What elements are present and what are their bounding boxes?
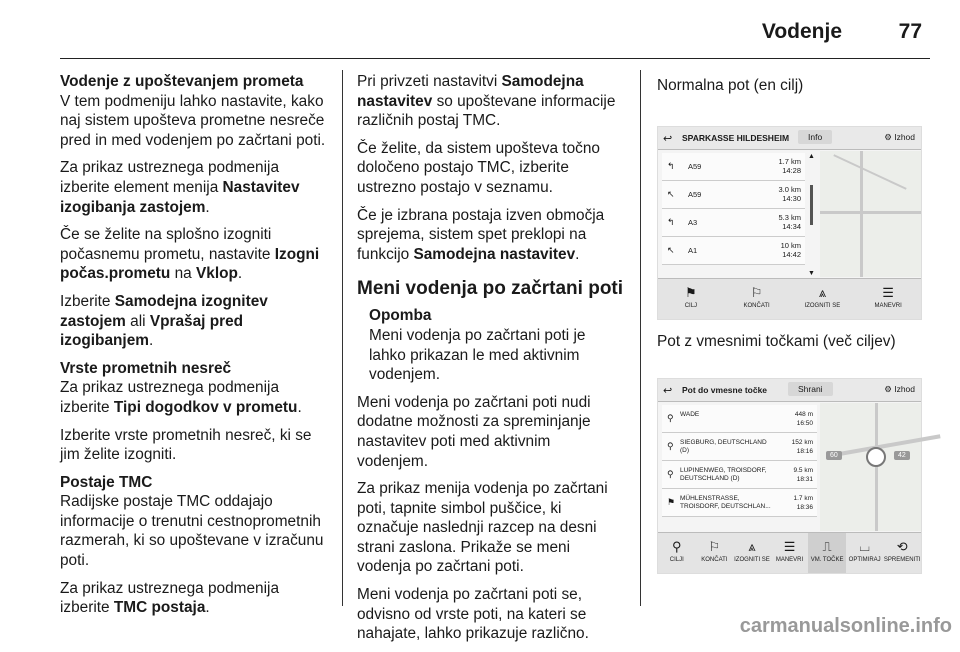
paragraph: Izberite Samodejna izognitev zastojem ali Vprašaj pred izogibanjem.	[60, 292, 268, 350]
change-button[interactable]: ⟲ SPREMENITI	[883, 539, 921, 563]
back-arrow-icon[interactable]: ↩	[663, 133, 673, 145]
back-arrow-icon[interactable]: ↩	[663, 385, 673, 397]
list-item[interactable]: ↰ A59 1.7 km 14:28	[662, 153, 805, 181]
waypoint-icon: ⚲	[667, 441, 674, 451]
save-button[interactable]: Shrani	[788, 382, 833, 396]
bottom-button-bar	[658, 532, 921, 573]
end-guidance-button[interactable]: ⚐ KONČATI	[724, 279, 790, 319]
section-heading: Vodenje z upoštevanjem prometa	[60, 73, 304, 90]
list-icon: ☰	[882, 285, 894, 300]
road-icon: ⩓	[818, 285, 827, 300]
section-heading: Vrste prometnih nesreč	[60, 359, 232, 377]
exit-button[interactable]: ⚙ Izhod	[884, 384, 915, 394]
avoid-button[interactable]: ⩓ IZOGNITI SE	[790, 279, 856, 319]
scroll-thumb[interactable]	[810, 185, 813, 225]
keep-left-icon: ↖	[667, 245, 675, 255]
note-text: Meni vodenja po začrtani poti je lahko prikazan le med aktivnim vodenjem.	[369, 326, 586, 384]
paragraph: Če se želite na splošno izogniti počasnemu prometu, nastavite Izogni počas.prometu na Vklop.	[60, 226, 320, 283]
stop-flag-icon: ⚐	[750, 285, 763, 300]
section-heading: Postaje TMC	[60, 473, 153, 491]
route-guidance-screen-waypoints	[657, 378, 922, 574]
page-number: 77	[898, 20, 922, 43]
list-item[interactable]: ↖ A1 10 km 14:42	[662, 237, 805, 265]
paragraph: Za prikaz ustreznega podmenija izberite element menija Nastavitev izogibanja zastojem.	[60, 159, 300, 216]
turn-right-icon: ↰	[667, 217, 675, 227]
waypoint-icon: ⚲	[667, 469, 674, 479]
optimize-button[interactable]: ⌴ OPTIMIRAJ	[846, 533, 884, 573]
bottom-button-bar	[658, 278, 921, 319]
note-title: Opomba	[369, 307, 432, 325]
maneuvers-button[interactable]: ☰ MANEVRI	[855, 279, 921, 319]
paragraph: Radijske postaje TMC oddajajo informacije o trenutni cestnoprometnih razmerah, ki so upoštevane v izračunu poti.	[60, 493, 324, 570]
destination-icon: ⚑	[667, 497, 676, 507]
route-guidance-screen-single	[657, 126, 922, 320]
paragraph: Meni vodenja po začrtani poti nudi dodatne možnosti za spreminjanje nastavitev poti med aktivnim vodenjem.	[357, 393, 591, 470]
chevron-up-icon: ▲	[808, 153, 815, 160]
screen-title-bar	[658, 127, 921, 150]
road-badge: 42	[894, 451, 910, 460]
position-marker-icon	[866, 447, 886, 467]
gear-icon: ⚙	[884, 384, 895, 394]
route-title: Pot do vmesne točke	[682, 385, 768, 395]
route-icon: ⎍	[822, 539, 832, 554]
map-view[interactable]	[820, 151, 921, 277]
paragraph: Meni vodenja po začrtani poti se, odvisno od vrste poti, na kateri se nahajate, lahko prikazuje različno.	[357, 586, 589, 643]
page-header	[60, 0, 930, 59]
destinations-button[interactable]: ⚲ CILJI	[658, 533, 696, 573]
chevron-down-icon: ▼	[808, 270, 815, 277]
column-divider	[640, 70, 641, 606]
turn-right-icon: ↰	[667, 161, 675, 171]
paragraph: Če je izbrana postaja izven območja sprejema, sistem spet preklopi na funkcijo Samodejna nastavitev.	[357, 206, 605, 263]
paragraph: Za prikaz ustreznega podmenija izberite TMC postaja.	[60, 579, 280, 617]
paragraph: Za prikaz ustreznega podmenija izberite Tipi dogodkov v prometu.	[60, 379, 302, 416]
speed-limit-badge: 60	[826, 451, 842, 460]
column-1	[60, 72, 328, 626]
stop-flag-icon: ⚐	[708, 539, 721, 554]
waypoint-list	[662, 405, 817, 531]
list-item[interactable]: ↰ A3 5.3 km 14:34	[662, 209, 805, 237]
page-title: Vodenje	[761, 20, 842, 43]
destination-button[interactable]: ⚑ CILJ	[658, 279, 724, 319]
paragraph: Če želite, da sistem upošteva točno določeno postajo TMC, izberite ustrezno postajo v seznamu.	[357, 139, 600, 196]
end-guidance-button[interactable]: ⚐ KONČATI	[696, 533, 734, 573]
paragraph: Izberite vrste prometnih nesreč, ki se jim želite izogniti.	[60, 426, 312, 464]
flag-icon: ⚑	[685, 285, 697, 300]
maneuver-list	[662, 153, 805, 277]
scrollbar[interactable]	[808, 153, 816, 277]
note-box	[357, 306, 625, 384]
caption-1: Normalna pot (en cilj)	[657, 77, 804, 94]
list-item[interactable]: ⚲ LUPINENWEG, TROISDORF, DEUTSCHLAND (D) 9.5 km 18:31	[662, 461, 817, 489]
paragraph: Za prikaz menija vodenja po začrtani poti, tapnite simbol puščice, ki označuje naslednji razcep na desni strani zaslona. Prikaže se meni vodenja po začrtani poti.	[357, 480, 608, 576]
list-icon: ☰	[783, 539, 796, 554]
gear-icon: ⚙	[884, 132, 895, 142]
destination-title: SPARKASSE HILDESHEIM	[682, 133, 790, 143]
edit-route-icon: ⟲	[896, 539, 908, 554]
waypoint-icon: ⚲	[667, 413, 674, 423]
screen-title-bar	[658, 379, 921, 402]
paragraph: Pri privzeti nastavitvi Samodejna nastavitev so upoštevane informacije različnih postaj TMC.	[357, 73, 616, 130]
paragraph: V tem podmeniju lahko nastavite, kako naj sistem upošteva prometne nesreče pred in med vodenjem po začrtani poti.	[60, 92, 326, 149]
search-icon: ⚲	[672, 539, 682, 554]
column-2	[357, 72, 625, 652]
list-item[interactable]: ⚲ WADE 448 m 16:50	[662, 405, 817, 433]
info-button[interactable]: Info	[798, 130, 832, 144]
list-item[interactable]: ⚲ SIEGBURG, DEUTSCHLAND (D) 152 km 18:16	[662, 433, 817, 461]
maneuvers-button[interactable]: ☰ MANEVRI	[771, 533, 809, 573]
exit-button[interactable]: ⚙ Izhod	[884, 132, 915, 142]
column-divider	[342, 70, 343, 606]
list-item[interactable]: ↖ A59 3.0 km 14:30	[662, 181, 805, 209]
caption-2: Pot z vmesnimi točkami (več ciljev)	[657, 333, 896, 350]
map-view[interactable]	[820, 403, 921, 531]
keep-left-icon: ↖	[667, 189, 675, 199]
avoid-button[interactable]: ⩓ IZOGNITI SE	[734, 539, 770, 563]
waypoints-button[interactable]: ⎍ VM. TOČKE	[808, 533, 846, 573]
optimize-icon: ⌴	[859, 539, 870, 554]
road-icon: ⩓	[748, 539, 756, 554]
list-item[interactable]: ⚑ MÜHLENSTRASSE, TROISDORF, DEUTSCHLAN... 1.7 km 18:36	[662, 489, 817, 517]
watermark: carmanualsonline.info	[739, 615, 952, 637]
section-heading: Meni vodenja po začrtani poti	[357, 278, 624, 300]
